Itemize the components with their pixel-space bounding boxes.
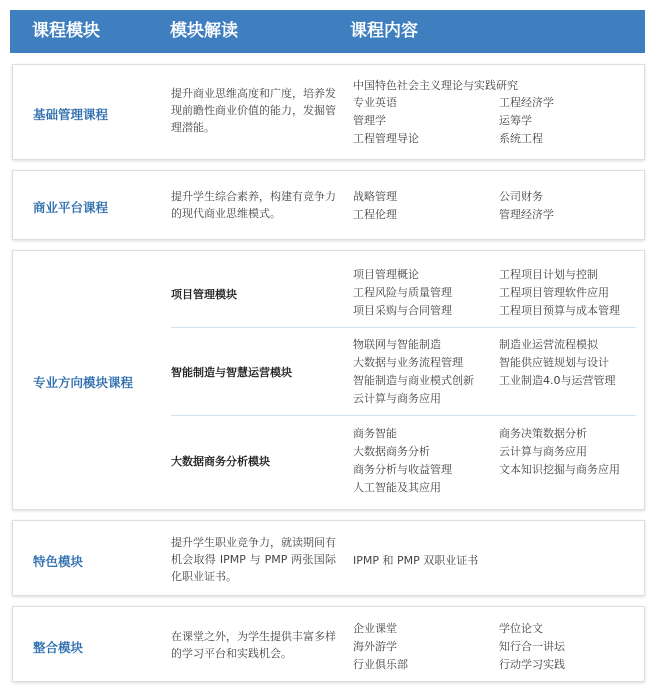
course-item: IPMP 和 PMP 双职业证书 — [353, 554, 479, 567]
row-integration — [12, 606, 645, 682]
header-interpretation: 模块解读 — [170, 21, 238, 41]
divider — [171, 327, 636, 328]
course-item: 海外游学 — [353, 640, 397, 653]
course-item: 项目管理概论 — [353, 268, 419, 281]
course-item: 项目采购与合同管理 — [353, 304, 452, 317]
course-item: 知行合一讲坛 — [499, 640, 565, 653]
category-label: 特色模块 — [33, 554, 84, 569]
row-basic-management — [12, 64, 645, 160]
course-item: 人工智能及其应用 — [353, 481, 441, 494]
course-item: 工业制造4.0与运营管理 — [499, 374, 616, 387]
course-item: 物联网与智能制造 — [353, 338, 441, 351]
course-item: 文本知识挖掘与商务应用 — [499, 463, 620, 476]
course-item: 工程管理导论 — [353, 132, 419, 145]
course-item: 专业英语 — [353, 96, 397, 109]
course-item: 大数据与业务流程管理 — [353, 356, 463, 369]
submodule-project-management: 项目管理模块 — [171, 288, 237, 301]
course-item: 行动学习实践 — [499, 658, 565, 671]
course-item: 云计算与商务应用 — [499, 445, 587, 458]
course-item: 工程项目计划与控制 — [499, 268, 598, 281]
submodule-intelligent-manufacturing: 智能制造与智慧运营模块 — [171, 366, 292, 379]
course-item: 行业俱乐部 — [353, 658, 408, 671]
divider — [171, 415, 636, 416]
course-item: 工程风险与质量管理 — [353, 286, 452, 299]
module-description: 在课堂之外，为学生提供丰富多样的学习平台和实践机会。 — [171, 630, 336, 660]
course-item: 公司财务 — [499, 190, 543, 203]
course-item: 制造业运营流程模拟 — [499, 338, 598, 351]
header-module: 课程模块 — [32, 21, 100, 41]
course-item: 战略管理 — [353, 190, 397, 203]
course-item: 工程经济学 — [499, 96, 554, 109]
course-item: 商务智能 — [353, 427, 397, 440]
course-item: 智能供应链规划与设计 — [499, 356, 609, 369]
row-business-platform — [12, 170, 645, 240]
course-item: 企业课堂 — [353, 622, 397, 635]
course-item: 系统工程 — [499, 132, 543, 145]
category-label: 专业方向模块课程 — [33, 375, 134, 390]
course-item: 云计算与商务应用 — [353, 392, 441, 405]
submodule-big-data-analytics: 大数据商务分析模块 — [171, 455, 270, 468]
table-header — [10, 10, 645, 53]
header-content: 课程内容 — [350, 21, 418, 41]
module-description: 提升学生综合素养，构建有竞争力的现代商业思维模式。 — [171, 190, 336, 220]
course-item: 商务分析与收益管理 — [353, 463, 452, 476]
category-label: 整合模块 — [33, 640, 84, 655]
row-professional-direction — [12, 250, 645, 510]
category-label: 商业平台课程 — [33, 200, 109, 215]
course-item: 智能制造与商业模式创新 — [353, 374, 474, 387]
course-item: 学位论文 — [499, 622, 543, 635]
course-item: 管理经济学 — [499, 208, 554, 221]
category-label: 基础管理课程 — [33, 107, 109, 122]
row-featured — [12, 520, 645, 596]
module-description: 提升商业思维高度和广度，培养发现前瞻性商业价值的能力，发掘管理潜能。 — [171, 87, 336, 134]
course-item: 管理学 — [353, 114, 386, 127]
module-description: 提升学生职业竞争力，就读期间有机会取得 IPMP 与 PMP 两张国际化职业证书。 — [171, 536, 336, 583]
course-item: 商务决策数据分析 — [499, 427, 587, 440]
course-item: 中国特色社会主义理论与实践研究 — [353, 79, 518, 92]
course-item: 工程伦理 — [353, 208, 397, 221]
course-item: 运筹学 — [499, 114, 532, 127]
course-item: 工程项目预算与成本管理 — [499, 304, 620, 317]
course-item: 工程项目管理软件应用 — [499, 286, 609, 299]
course-item: 大数据商务分析 — [353, 445, 430, 458]
